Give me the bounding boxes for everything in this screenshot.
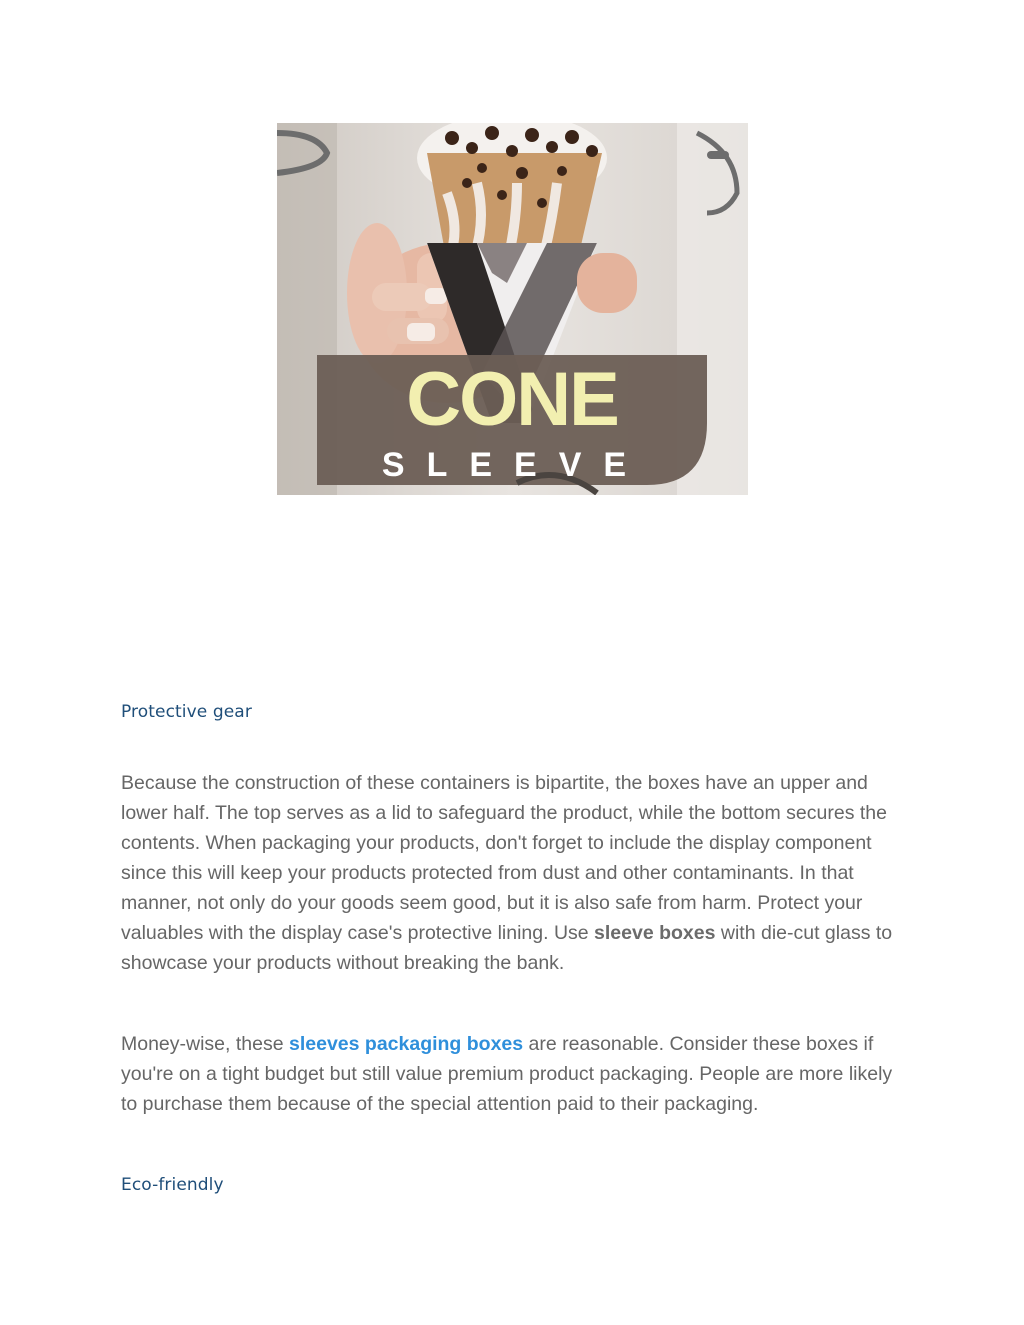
bold-keyword-sleeve-boxes: sleeve boxes — [594, 922, 716, 944]
paragraph-text: with die-cut glass to showcase your products without breaking the bank. — [121, 922, 893, 974]
paragraph-text: are reasonable. Consider these boxes if you're on a tight budget but still value premium product packaging. People are more likely to purchase them because of the special attention paid to their packaging. — [121, 1033, 893, 1115]
sleeves-packaging-boxes-link[interactable]: sleeves packaging boxes — [289, 1033, 524, 1055]
image-title-sleeve: SLEEVE — [381, 446, 649, 484]
section-heading-protective-gear: Protective gear — [121, 702, 252, 722]
image-title-cone: CONE — [406, 357, 618, 442]
section-heading-eco-friendly: Eco-friendly — [121, 1175, 224, 1195]
paragraph-text: Money-wise, these — [121, 1033, 289, 1055]
paragraph-money-wise — [121, 1029, 911, 1119]
cone-sleeve-illustration — [277, 123, 748, 495]
paragraph-text: Because the construction of these containers is bipartite, the boxes have an upper and lower half. The top serves as a lid to safeguard the product, while the bottom secures the contents. When packaging your products, don't forget to include the display component since this will keep your products protected from dust and other contaminants. In that manner, not only do your goods seem good, but it is also safe from harm. Protect your valuables with the display case's protective lining. Use — [121, 772, 887, 944]
cone-sleeve-image — [277, 123, 748, 495]
paragraph-protective-gear — [121, 768, 911, 978]
